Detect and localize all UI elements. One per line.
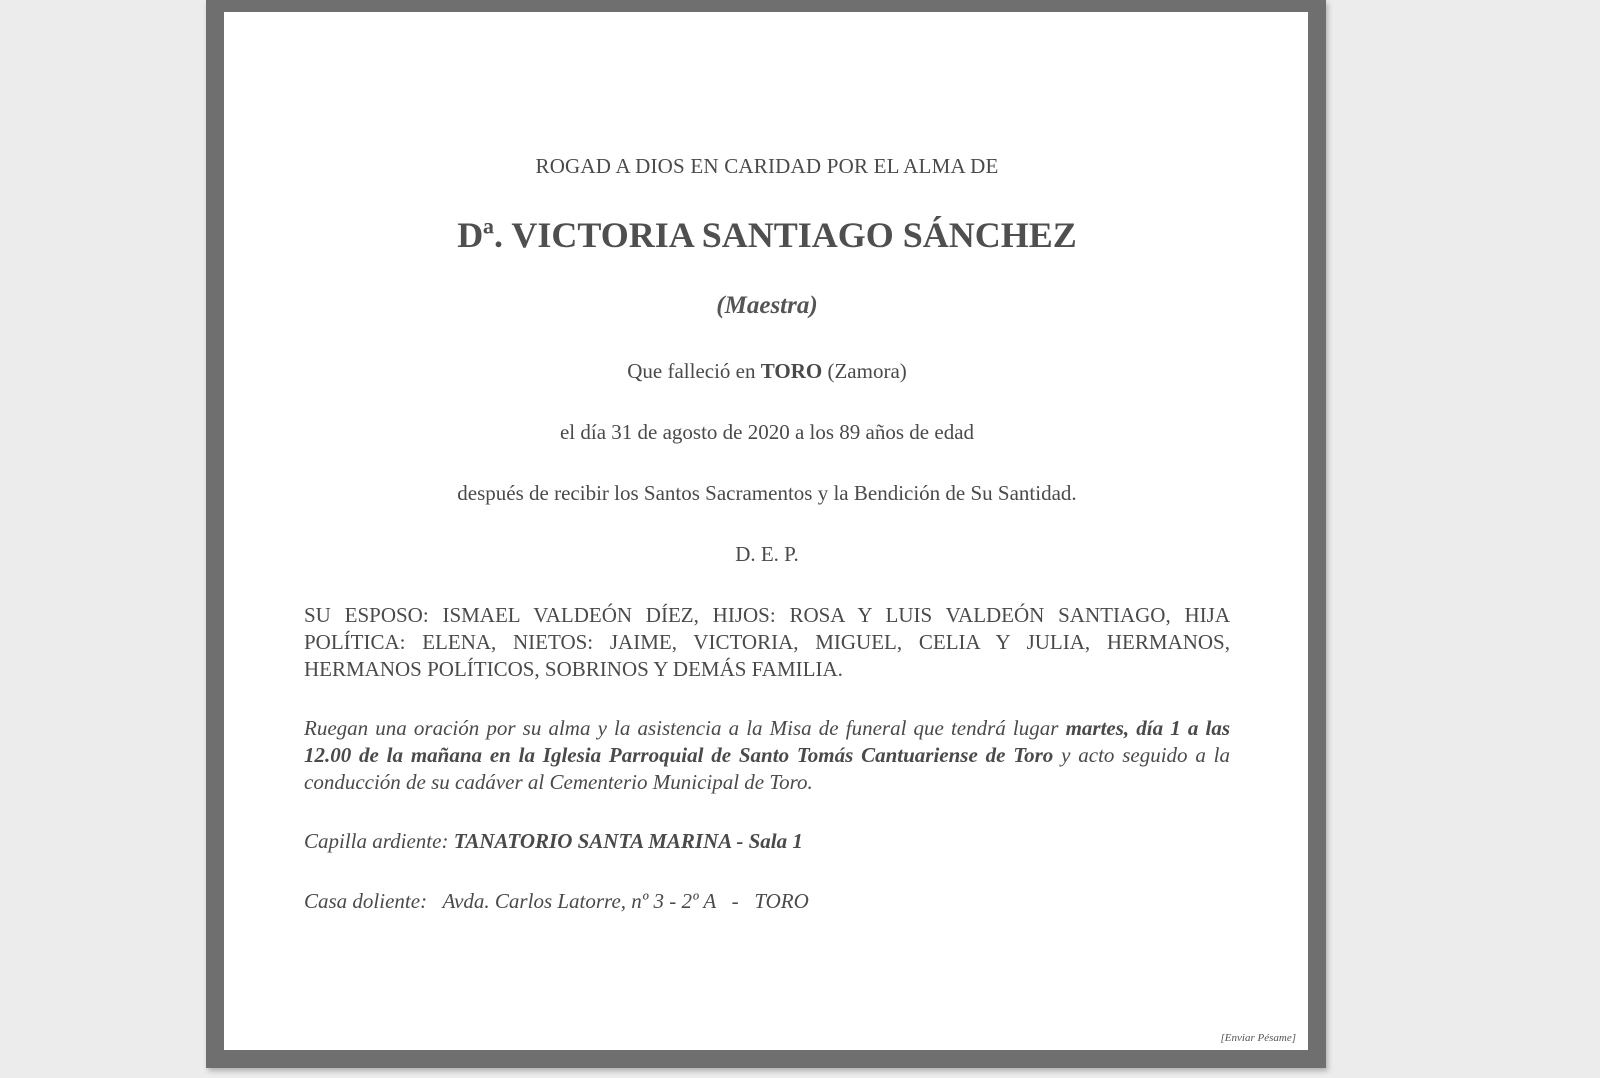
notice-frame xyxy=(206,0,1326,1068)
family-home-address: Casa doliente: Avda. Carlos Latorre, nº 3 - 2º A - TORO xyxy=(304,889,809,913)
sacraments-text: después de recibir los Santos Sacramentos y la Bendición de Su Santidad. xyxy=(457,481,1077,505)
mass-prefix: Ruegan una oración por su alma y la asistencia a la Misa de funeral que tendrá lugar xyxy=(304,716,1066,740)
death-date: el día 31 de agosto de 2020 a los 89 años de edad xyxy=(559,420,975,444)
chapel-label: Capilla ardiente: xyxy=(304,829,454,853)
death-place xyxy=(304,359,1230,384)
mass-details: martes, día 1 a las 12.00 de la mañana en la Iglesia Parroquial de Santo Tomás Cantuariense de Toro xyxy=(304,716,1230,767)
deceased-name: Dª. VICTORIA SANTIAGO SÁNCHEZ xyxy=(457,215,1077,255)
intro-text: ROGAD A DIOS EN CARIDAD POR EL ALMA DE xyxy=(535,154,999,178)
obituary-card xyxy=(224,12,1308,1050)
chapel-info xyxy=(304,829,1230,854)
death-place-town: TORO xyxy=(760,359,823,383)
deceased-role: (Maestra) xyxy=(716,292,818,319)
family-list: SU ESPOSO: ISMAEL VALDEÓN DÍEZ, HIJOS: ROSA Y LUIS VALDEÓN SANTIAGO, HIJA POLÍTICA: ELENA, NIETOS: JAIME, VICTORIA, MIGUEL, CELIA Y JULIA, HERMANOS, HERMANOS POLÍTICOS, SOBRINOS Y DEMÁS FAMILIA. xyxy=(304,603,1230,681)
funeral-mass-text xyxy=(304,715,1230,796)
death-place-prefix: Que falleció en xyxy=(627,359,761,383)
mass-suffix: y acto seguido a la conducción de su cadáver al Cementerio Municipal de Toro. xyxy=(304,743,1230,794)
rip-text: D. E. P. xyxy=(735,542,799,566)
death-place-suffix: (Zamora) xyxy=(822,359,907,383)
chapel-value: TANATORIO SANTA MARINA - Sala 1 xyxy=(453,829,803,853)
send-condolence-link[interactable]: [Enviar Pésame] xyxy=(1220,1032,1296,1044)
